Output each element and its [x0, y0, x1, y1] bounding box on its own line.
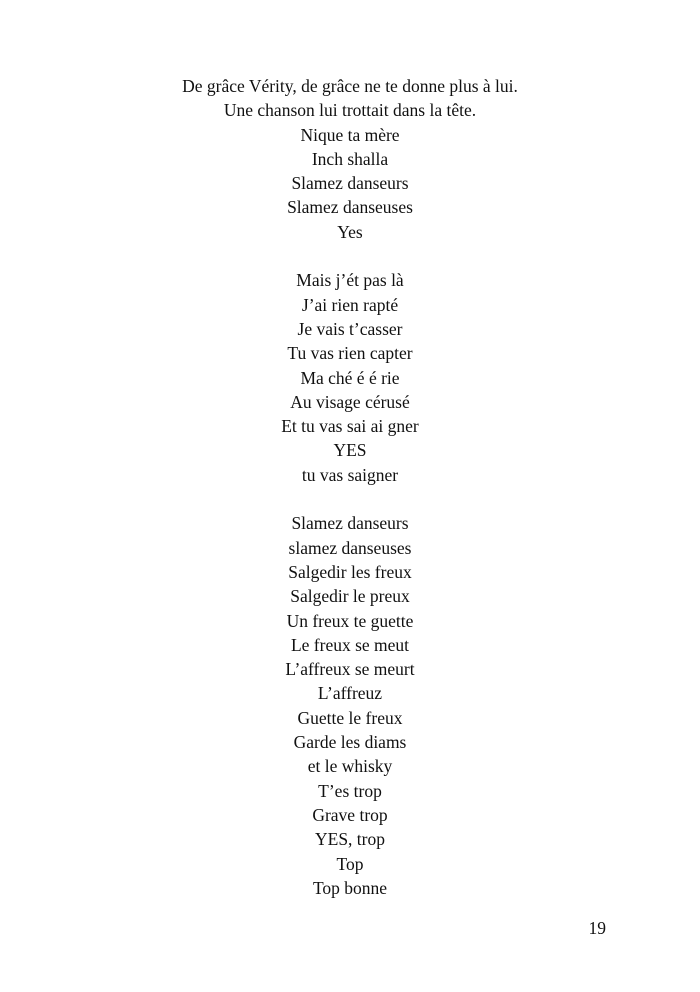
- poem-line: Grave trop: [312, 804, 388, 825]
- poem-line: YES: [333, 440, 367, 461]
- poem-line: Slamez danseurs: [291, 513, 409, 534]
- poem-line: Ma ché é é rie: [300, 367, 400, 388]
- poem-line: Un freux te guette: [286, 610, 414, 631]
- poem-line: Top bonne: [312, 877, 388, 898]
- poem-line: De grâce Vérity, de grâce ne te donne plus à lui.: [182, 76, 518, 96]
- poem-line: Tu vas rien capter: [287, 343, 413, 364]
- poem-line: Salgedir le preux: [290, 586, 410, 607]
- poem-line: Nique ta mère: [300, 124, 400, 145]
- poem-line: et le whisky: [307, 756, 393, 777]
- poem-line: YES, trop: [315, 829, 385, 850]
- poem-line: Slamez danseuses: [287, 197, 413, 218]
- poem-line: Top: [336, 853, 364, 874]
- poem-line: Slamez danseurs: [291, 173, 409, 194]
- poem-line: T’es trop: [318, 780, 382, 801]
- poem-line: Je vais t’casser: [297, 318, 403, 339]
- poem-line: Une chanson lui trottait dans la tête.: [223, 100, 477, 121]
- poem-line: Et tu vas sai ai gner: [281, 416, 419, 437]
- poem-line: L’affreux se meurt: [285, 659, 415, 680]
- stanza-break: [0, 244, 700, 268]
- poem-line: Au visage cérusé: [290, 391, 410, 412]
- poem-line: J’ai rien rapté: [301, 294, 399, 315]
- poem-line: Salgedir les freux: [288, 561, 412, 582]
- poem-line: slamez danseuses: [288, 537, 412, 558]
- poem-text: [0, 74, 700, 900]
- poem-line: Yes: [337, 221, 363, 242]
- stanza-break: [0, 487, 700, 511]
- poem-line: Guette le freux: [297, 707, 403, 728]
- page-number: 19: [588, 918, 606, 938]
- poem-line: tu vas saigner: [301, 464, 399, 485]
- poem-line: Le freux se meut: [290, 634, 410, 655]
- poem-line: Mais j’ét pas là: [296, 270, 404, 291]
- poem-line: Inch shalla: [311, 148, 389, 169]
- poem-line: L’affreuz: [317, 683, 383, 704]
- poem-line: Garde les diams: [293, 732, 407, 753]
